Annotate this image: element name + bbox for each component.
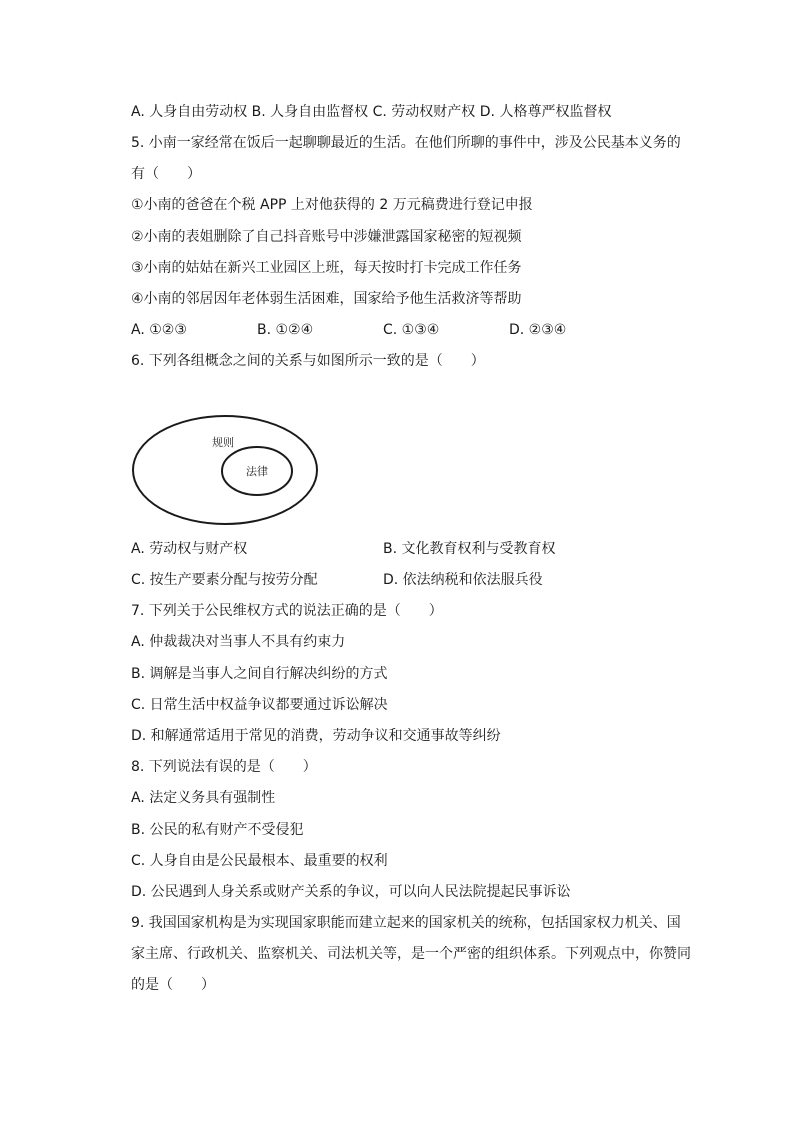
q7-option-b[interactable]: B. 调解是当事人之间自行解决纠纷的方式 [131,666,388,682]
q6-option-b[interactable]: B. 文化教育权利与受教育权 [383,541,556,557]
q7-option-d[interactable]: D. 和解通常适用于常见的消费，劳动争议和交通事故等纠纷 [131,728,501,744]
outer-ellipse-rules [133,416,317,524]
q6-stem: 6. 下列各组概念之间的关系与如图所示一致的是（ ） [131,353,485,369]
q5-item-4: ④小南的邻居因年老体弱生活困难，国家给予他生活救济等帮助 [131,291,522,307]
q5-item-2: ②小南的表姐删除了自己抖音账号中涉嫌泄露国家秘密的短视频 [131,229,522,245]
q8-option-c[interactable]: C. 人身自由是公民最根本、最重要的权利 [131,853,388,869]
q8-option-a[interactable]: A. 法定义务具有强制性 [131,790,276,806]
q5-options [131,320,635,340]
q6-option-a[interactable]: A. 劳动权与财产权 [131,541,248,557]
q5-stem-line1: 5. 小南一家经常在饭后一起聊聊最近的生活。在他们所聊的事件中，涉及公民基本义务的 [131,135,681,151]
q9-stem-line3: 的是（ ） [131,977,215,993]
q6-options-row2 [131,570,635,590]
q5-option-b[interactable]: B. ①②④ [257,322,314,338]
q5-stem-line2: 有（ ） [131,166,201,182]
q5-item-1: ①小南的爸爸在个税 APP 上对他获得的 2 万元稿费进行登记申报 [131,197,533,213]
q8-option-b[interactable]: B. 公民的私有财产不受侵犯 [131,822,304,838]
q7-stem: 7. 下列关于公民维权方式的说法正确的是（ ） [131,603,443,619]
q9-stem-line2: 家主席、行政机关、监察机关、司法机关等，是一个严密的组织体系。下列观点中，你赞同 [131,946,691,962]
q6-option-c[interactable]: C. 按生产要素分配与按劳分配 [131,572,318,588]
q6-option-d[interactable]: D. 依法纳税和依法服兵役 [383,572,543,588]
q5-item-3: ③小南的姑姑在新兴工业园区上班，每天按时打卡完成工作任务 [131,260,522,276]
q9-stem-line1: 9. 我国国家机构是为实现国家职能而建立起来的国家机关的统称，包括国家权力机关、国 [131,915,681,931]
q5-option-d[interactable]: D. ②③④ [509,322,567,338]
q8-stem: 8. 下列说法有误的是（ ） [131,759,317,775]
inner-label: 法律 [246,465,268,478]
q7-option-c[interactable]: C. 日常生活中权益争议都要通过诉讼解决 [131,697,388,713]
q8-option-d[interactable]: D. 公民遇到人身关系或财产关系的争议，可以向人民法院提起民事诉讼 [131,884,571,900]
q5-option-c[interactable]: C. ①③④ [383,322,440,338]
q6-options-row1 [131,539,635,559]
outer-label: 规则 [212,436,234,449]
q4-options: A. 人身自由劳动权 B. 人身自由监督权 C. 劳动权财产权 D. 人格尊严权监督权 [131,104,612,120]
q5-option-a[interactable]: A. ①②③ [131,322,187,338]
q7-option-a[interactable]: A. 仲裁裁决对当事人不具有约束力 [131,634,346,650]
q6-venn-diagram [128,412,322,528]
